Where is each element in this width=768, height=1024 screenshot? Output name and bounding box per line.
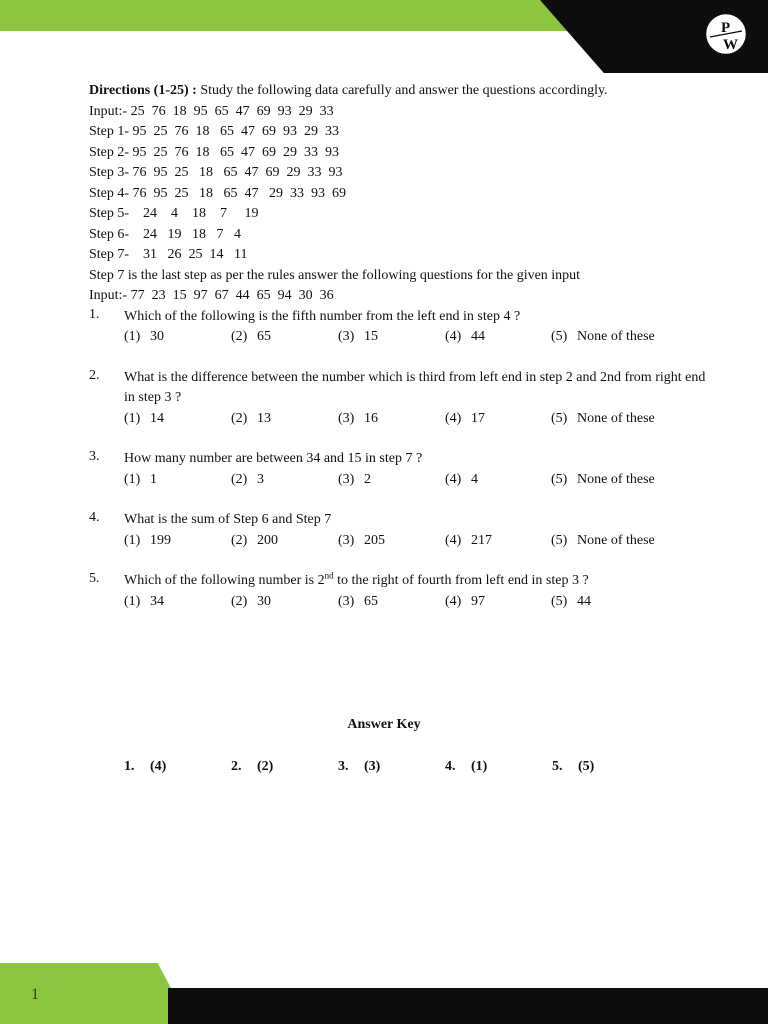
option-number: (2) bbox=[231, 532, 248, 548]
note-line: Step 7 is the last step as per the rules answer the following questions for the given input bbox=[89, 267, 581, 283]
option-item bbox=[124, 327, 164, 348]
option-item bbox=[124, 409, 164, 430]
answer-key-number: 1. bbox=[124, 759, 135, 774]
option-item bbox=[124, 592, 164, 613]
answer-key-item bbox=[445, 759, 487, 775]
option-value: 15 bbox=[364, 329, 378, 344]
question-item bbox=[89, 449, 709, 490]
option-row bbox=[124, 592, 709, 613]
given-input-line: Input:- 77 23 15 97 67 44 65 94 30 36 bbox=[89, 288, 334, 303]
logo-letter-top: P bbox=[721, 20, 731, 36]
page-number: 1 bbox=[31, 986, 39, 1003]
question-item bbox=[89, 571, 709, 612]
option-number: (3) bbox=[338, 593, 355, 609]
option-value: None of these bbox=[577, 532, 655, 548]
option-number: (3) bbox=[338, 532, 355, 548]
option-value: 217 bbox=[471, 532, 492, 548]
question-text: What is the sum of Step 6 and Step 7 bbox=[124, 512, 332, 527]
option-value: 16 bbox=[364, 410, 378, 426]
answer-key-item bbox=[552, 759, 594, 775]
question-text-part: nd bbox=[324, 570, 334, 581]
option-item bbox=[445, 470, 478, 491]
option-number: (2) bbox=[231, 593, 248, 609]
step-line: Step 3- 76 95 25 18 65 47 69 29 33 93 bbox=[89, 165, 343, 180]
option-value: 17 bbox=[471, 410, 485, 426]
logo-letter-bottom: W bbox=[723, 37, 738, 53]
option-item bbox=[445, 592, 485, 613]
option-value: 14 bbox=[150, 410, 164, 426]
answer-key-answer: (1) bbox=[471, 759, 488, 774]
option-number: (1) bbox=[124, 532, 141, 548]
answer-key-answer: (4) bbox=[150, 759, 167, 774]
option-row bbox=[124, 531, 709, 552]
question-item bbox=[89, 368, 709, 430]
option-item bbox=[551, 470, 655, 491]
answer-key-row bbox=[124, 759, 684, 781]
option-value: 2 bbox=[364, 471, 371, 487]
option-number: (5) bbox=[551, 471, 568, 487]
answer-key-title: Answer Key bbox=[347, 717, 421, 732]
option-item bbox=[124, 470, 157, 491]
option-item bbox=[551, 592, 591, 613]
option-value: None of these bbox=[577, 471, 655, 487]
option-number: (2) bbox=[231, 329, 248, 344]
step-line: Step 6- 24 19 18 7 4 bbox=[89, 226, 242, 242]
worksheet-content bbox=[89, 81, 709, 632]
option-number: (3) bbox=[338, 471, 355, 487]
question-list bbox=[89, 307, 709, 613]
question-number: 1. bbox=[89, 306, 100, 322]
option-number: (4) bbox=[445, 532, 462, 548]
option-item bbox=[338, 327, 378, 348]
option-number: (4) bbox=[445, 410, 462, 426]
question-text bbox=[124, 571, 709, 592]
question-item bbox=[89, 307, 709, 348]
answer-key-answer: (3) bbox=[364, 759, 381, 774]
option-item bbox=[445, 409, 485, 430]
option-number: (2) bbox=[231, 410, 248, 426]
question-number: 4. bbox=[89, 510, 100, 525]
option-item bbox=[551, 327, 655, 348]
option-number: (4) bbox=[445, 471, 462, 487]
question-number: 2. bbox=[89, 367, 100, 383]
option-value: 4 bbox=[471, 471, 478, 487]
answer-key-item bbox=[231, 759, 273, 775]
option-row bbox=[124, 470, 709, 491]
answer-key-item bbox=[338, 759, 380, 775]
option-item bbox=[338, 409, 378, 430]
option-item bbox=[231, 470, 264, 491]
option-number: (1) bbox=[124, 593, 141, 609]
option-value: 30 bbox=[150, 329, 164, 344]
pw-logo bbox=[704, 12, 748, 56]
option-row bbox=[124, 409, 709, 430]
option-item bbox=[551, 409, 655, 430]
answer-key-number: 3. bbox=[338, 759, 349, 774]
option-value: 65 bbox=[257, 329, 271, 344]
option-value: 200 bbox=[257, 532, 278, 548]
header-green-band bbox=[0, 0, 620, 31]
option-item bbox=[338, 470, 371, 491]
step-line: Step 4- 76 95 25 18 65 47 29 33 93 69 bbox=[89, 185, 347, 201]
option-number: (5) bbox=[551, 532, 568, 548]
option-value: 44 bbox=[577, 593, 591, 609]
answer-key-item bbox=[124, 759, 166, 775]
step-line: Step 7- 31 26 25 14 11 bbox=[89, 247, 248, 262]
question-text-part: to the right of fourth from left end in step 3 ? bbox=[333, 573, 589, 588]
option-number: (2) bbox=[231, 471, 248, 487]
option-item bbox=[338, 592, 378, 613]
question-text-part: Which of the following number is 2 bbox=[124, 573, 325, 588]
option-value: None of these bbox=[577, 329, 655, 344]
directions-label: Directions (1-25) : bbox=[89, 83, 197, 98]
question-number: 5. bbox=[89, 571, 100, 586]
answer-key-answer: (2) bbox=[257, 759, 274, 774]
footer-black-band bbox=[168, 988, 768, 1024]
step-line: Step 1- 95 25 76 18 65 47 69 93 29 33 bbox=[89, 124, 340, 139]
answer-key-answer: (5) bbox=[578, 759, 595, 774]
option-item bbox=[231, 592, 271, 613]
option-item bbox=[338, 531, 385, 552]
option-number: (3) bbox=[338, 410, 355, 426]
option-value: 1 bbox=[150, 471, 157, 487]
option-value: 3 bbox=[257, 471, 264, 487]
option-number: (5) bbox=[551, 329, 568, 344]
option-item bbox=[445, 531, 492, 552]
option-number: (4) bbox=[445, 329, 462, 344]
option-item bbox=[231, 409, 271, 430]
question-text: What is the difference between the number which is third from left end in step 2 and 2nd from right end in step 3 ? bbox=[124, 369, 706, 405]
question-item bbox=[89, 510, 709, 551]
directions bbox=[89, 81, 709, 102]
option-value: 34 bbox=[150, 593, 164, 609]
directions-text: Study the following data carefully and answer the questions accordingly. bbox=[196, 83, 608, 98]
option-number: (5) bbox=[551, 410, 568, 426]
answer-key-number: 4. bbox=[445, 759, 456, 774]
step-line: Step 5- 24 4 18 7 19 bbox=[89, 206, 259, 221]
option-number: (3) bbox=[338, 329, 355, 344]
option-value: 44 bbox=[471, 329, 485, 344]
option-value: 30 bbox=[257, 593, 271, 609]
option-item bbox=[231, 327, 271, 348]
option-value: 97 bbox=[471, 593, 485, 609]
question-text: How many number are between 34 and 15 in step 7 ? bbox=[124, 451, 423, 466]
option-value: None of these bbox=[577, 410, 655, 426]
question-number: 3. bbox=[89, 449, 100, 464]
step-line: Input:- 25 76 18 95 65 47 69 93 29 33 bbox=[89, 103, 334, 119]
option-value: 65 bbox=[364, 593, 378, 609]
option-item bbox=[445, 327, 485, 348]
footer-green-band bbox=[0, 963, 190, 1024]
option-item bbox=[124, 531, 171, 552]
option-row bbox=[124, 327, 709, 348]
option-item bbox=[551, 531, 655, 552]
option-value: 205 bbox=[364, 532, 385, 548]
step-line: Step 2- 95 25 76 18 65 47 69 29 33 93 bbox=[89, 144, 340, 160]
option-number: (1) bbox=[124, 471, 141, 487]
option-value: 199 bbox=[150, 532, 171, 548]
option-number: (5) bbox=[551, 593, 568, 609]
option-number: (1) bbox=[124, 410, 141, 426]
answer-key-number: 2. bbox=[231, 759, 242, 774]
option-value: 13 bbox=[257, 410, 271, 426]
answer-key-number: 5. bbox=[552, 759, 563, 774]
option-number: (1) bbox=[124, 329, 141, 344]
question-text: Which of the following is the fifth number from the left end in step 4 ? bbox=[124, 308, 521, 324]
option-item bbox=[231, 531, 278, 552]
option-number: (4) bbox=[445, 593, 462, 609]
